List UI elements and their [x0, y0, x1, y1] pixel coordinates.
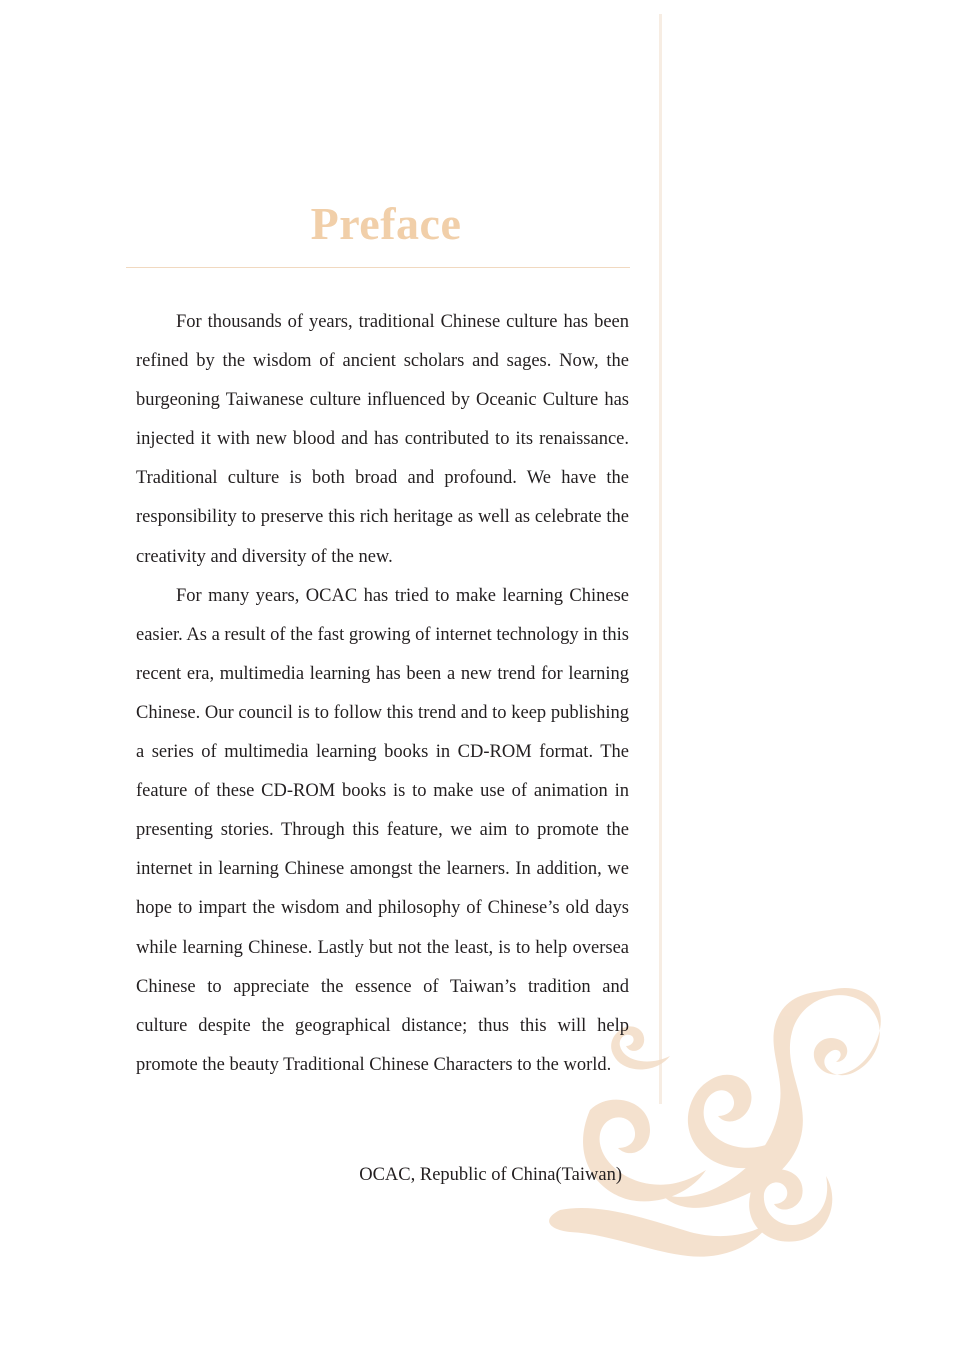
preface-body — [136, 303, 629, 1085]
paragraph-2: For many years, OCAC has tried to make learning Chinese easier. As a result of the fast growing of internet technology in this recent era, multimedia learning has been a new trend for learning Chinese. Our council is to follow this trend and to keep publishing a series of multimedia learning books in CD-ROM format. The feature of these CD-ROM books is to make use of animation in presenting stories. Through this feature, we aim to promote the internet in learning Chinese amongst the learners. In addition, we hope to impart the wisdom and philosophy of Chinese’s old days while learning Chinese. Lastly but not the least, is to help oversea Chinese to appreciate the essence of Taiwan’s tradition and culture despite the geographical distance; thus this will help promote the beauty Traditional Chinese Characters to the world. — [136, 585, 629, 1075]
signature: OCAC, Republic of China(Taiwan) — [359, 1165, 622, 1185]
vertical-divider — [659, 14, 662, 1104]
paragraph-1: For thousands of years, traditional Chinese culture has been refined by the wisdom of ancient scholars and sages. Now, the burgeoning Taiwanese culture influenced by Oceanic Culture has injected it with new blood and has contributed to its renaissance. Traditional culture is both broad and profound. We have the responsibility to preserve this rich heritage as well as celebrate the creativity and diversity of the new. — [136, 312, 629, 567]
page-title: Preface — [310, 198, 462, 249]
title-underline — [126, 267, 630, 268]
